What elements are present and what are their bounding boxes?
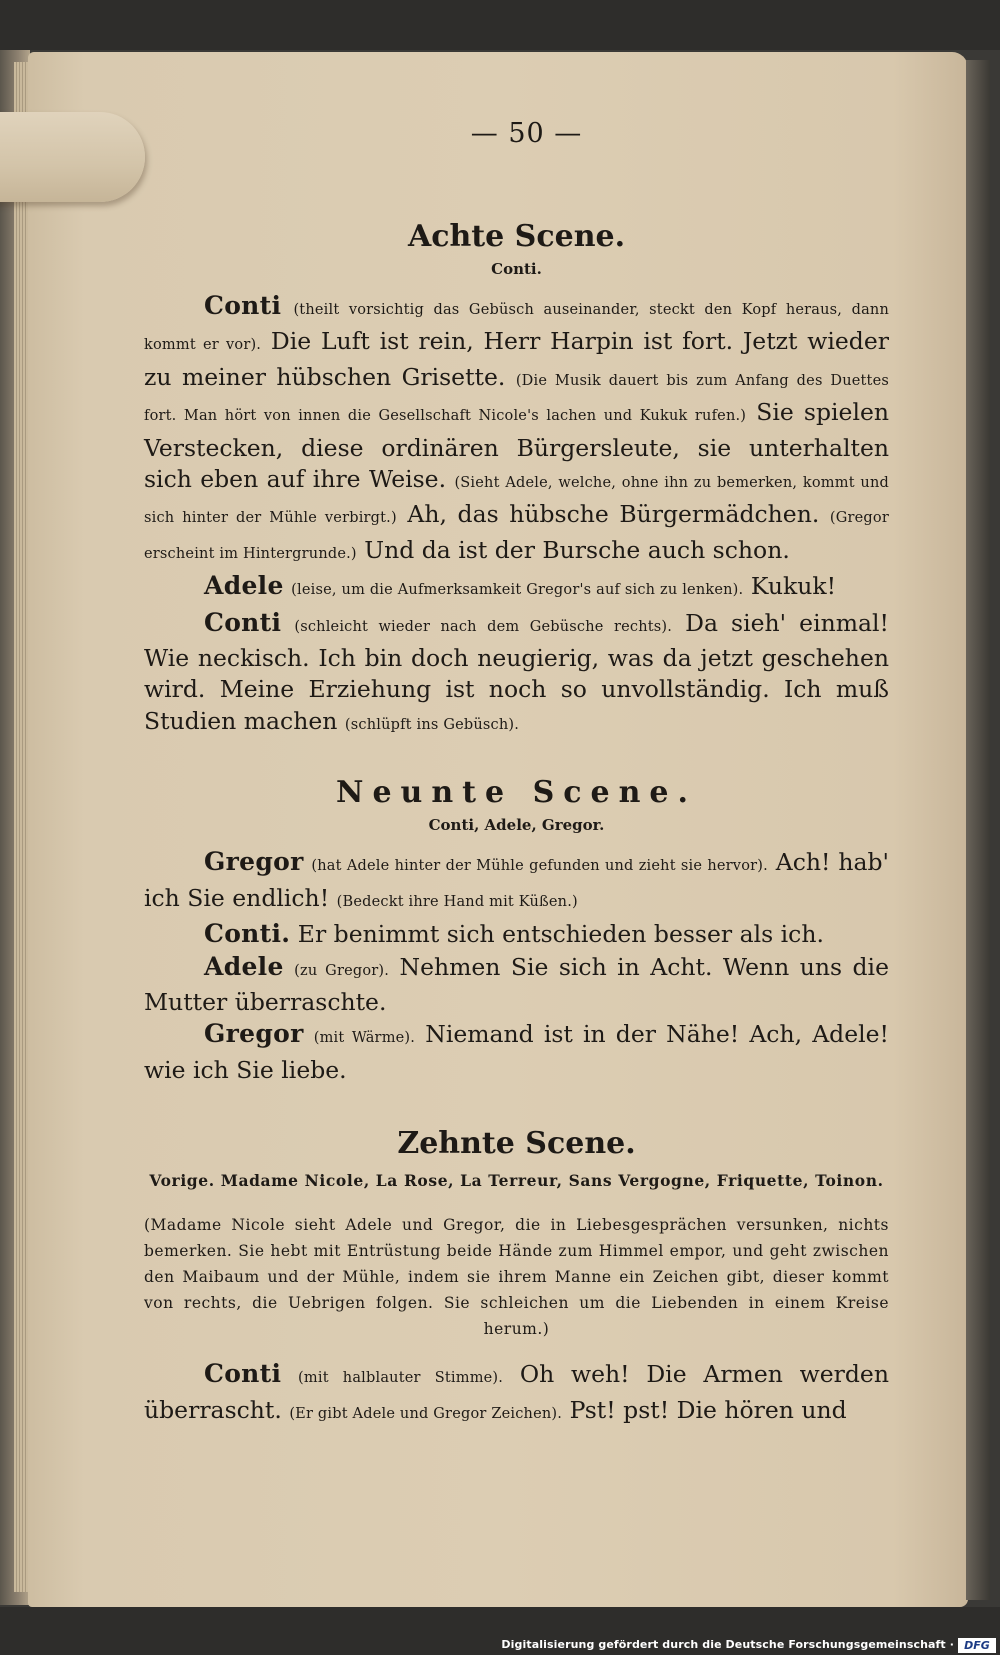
speech-text: Sie spielen Verstecken, diese ordinären Bürgersleute, sie unterhalten sich eben auf ihre Weise.	[144, 398, 890, 494]
speaker-name: Adele	[204, 571, 284, 601]
scene-cast: Vorige. Madame Nicole, La Rose, La Terreur, Sans Vergogne, Friquette, Toinon.	[149, 1171, 884, 1191]
speech-conti	[144, 1358, 889, 1430]
speech-text: Er benimmt sich entschieden besser als ich.	[297, 920, 824, 949]
speech-text: Ah, das hübsche Bürgermädchen.	[407, 500, 820, 529]
page-number: — 50 —	[470, 118, 583, 149]
stage-note: (Er gibt Adele und Gregor Zeichen).	[289, 1405, 563, 1422]
speech-text: Und da ist der Bursche auch schon.	[364, 535, 790, 564]
page-text	[144, 118, 889, 1430]
stage-note: (Bedeckt ihre Hand mit Küßen.)	[336, 893, 578, 910]
speaker-name: Gregor	[204, 1019, 304, 1049]
scene-10	[144, 1126, 889, 1430]
speech-text: Oh weh! Die Armen werden überrascht.	[144, 1360, 889, 1424]
speech-conti	[144, 290, 889, 570]
speech-text: Pst! pst! Die hören und	[569, 1395, 847, 1424]
scene-8	[144, 219, 889, 741]
speech-gregor	[144, 1018, 889, 1086]
speech-conti	[144, 607, 889, 742]
stage-note: (mit Wärme).	[313, 1030, 416, 1047]
scene-title: Neunte Scene.	[336, 775, 697, 811]
stage-note: (zu Gregor).	[294, 962, 390, 979]
speech-text: Niemand ist in der Nähe! Ach, Adele! wie ich Sie liebe.	[144, 1020, 889, 1084]
spacer	[144, 741, 889, 775]
stage-note: (mit halblauter Stimme).	[298, 1370, 504, 1387]
scene-cast: Conti, Adele, Gregor.	[428, 816, 605, 835]
scene-title: Zehnte Scene.	[397, 1126, 636, 1162]
speech-text: Nehmen Sie sich in Acht. Wenn uns die Mutter überraschte.	[144, 952, 889, 1016]
speech-text: Da sieh' einmal! Wie neckisch. Ich bin doch neugierig, was da jetzt geschehen wird. Meine Erziehung ist noch so unvollständig. Ich muß Studien machen	[144, 608, 889, 735]
digitization-credit: Digitalisierung gefördert durch die Deutsche Forschungsgemeinschaft ·	[501, 1638, 954, 1651]
stage-note: (Sieht Adele, welche, ohne ihn zu bemerken, kommt und sich hinter der Mühle verbirgt.)	[144, 475, 889, 527]
stage-note: (theilt vorsichtig das Gebüsch auseinander, steckt den Kopf heraus, dann kommt er vor).	[144, 302, 889, 354]
speech-text: Die Luft ist rein, Herr Harpin ist fort. Jetzt wieder zu meiner hübschen Grisette.	[144, 327, 889, 391]
scan-top-border	[0, 0, 1000, 50]
spacer	[144, 1086, 889, 1126]
speech-text: Ach! hab' ich Sie endlich!	[144, 848, 889, 912]
stage-note: (leise, um die Aufmerksamkeit Gregor's auf sich zu lenken).	[291, 582, 744, 599]
stage-note: (schleicht wieder nach dem Gebüsche rechts).	[294, 618, 673, 635]
stage-note: (hat Adele hinter der Mühle gefunden und zieht sie hervor).	[311, 858, 768, 875]
stage-direction: (Madame Nicole sieht Adele und Gregor, die in Liebesgesprächen versunken, nichts bemerken. Sie hebt mit Entrüstung beide Hände zum Himmel empor, und geht zwischen den Maibaum und der Mühle, indem sie ihrem Manne ein Zeichen gibt, dieser kommt von rechts, die Uebrigen folgen. Sie schleichen um die Liebenden in einem Kreise herum.)	[144, 1216, 889, 1339]
speech-conti	[144, 918, 889, 950]
scene-9	[144, 775, 889, 1086]
thumb-holding-page	[0, 112, 145, 202]
stage-note: (Gregor erscheint im Hintergrunde.)	[144, 510, 889, 562]
speaker-name: Conti.	[204, 919, 291, 949]
speaker-name: Conti	[204, 607, 282, 637]
speaker-name: Gregor	[204, 847, 304, 877]
stage-note: (schlüpft ins Gebüsch).	[344, 716, 520, 733]
speaker-name: Conti	[204, 291, 282, 320]
stage-note: (Die Musik dauert bis zum Anfang des Duettes fort. Man hört von innen die Gesellschaft Nicole's lachen und Kukuk rufen.)	[144, 372, 889, 425]
scene-cast: Conti.	[491, 260, 542, 278]
book-right-edge	[966, 60, 990, 1600]
speaker-name: Adele	[204, 951, 284, 981]
speech-adele	[144, 951, 889, 1019]
speech-gregor	[144, 846, 889, 918]
dfg-logo: DFG	[958, 1638, 996, 1653]
scene-title: Achte Scene.	[407, 219, 626, 254]
speech-adele	[144, 570, 889, 606]
speaker-name: Conti	[204, 1359, 282, 1389]
speech-text: Kukuk!	[750, 572, 837, 601]
